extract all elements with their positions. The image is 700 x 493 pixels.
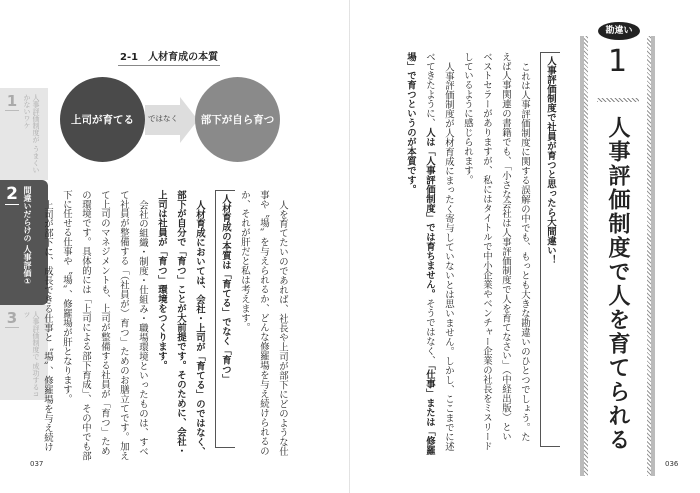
right-page	[350, 0, 700, 493]
misconception-number: 1	[607, 44, 628, 79]
bold-text-line: 場」で育つというのが本質です。	[405, 52, 416, 195]
text-line: 上司が部下に、成長できる仕事と〝場〟、修羅場を与え続け	[42, 199, 53, 452]
section-heading: 人事評価制度で社員が育つと思ったら大間違い！	[540, 52, 560, 447]
text-line: えば人事関連の書籍でも、「小さな会社は人事評価制度で人を育てなさい」（中経出版）とい	[500, 52, 511, 442]
figure-title: 2-1 人材育成の本質	[118, 48, 220, 66]
text-line: て社員が整備する「（社員が）育つ」ためのお膳立てです。加え	[118, 190, 129, 461]
right-body-text	[401, 52, 560, 456]
bold-span: 「仕事」または「修羅	[424, 365, 435, 456]
bold-text-line: 部下が自分で「育つ」ことが大前提です。そのために、会社・	[175, 190, 186, 456]
text-line: て上司のマネジメントも、上司が整備する社員が「育つ」ため	[99, 190, 110, 456]
hatch-divider	[597, 98, 639, 102]
chapter-number: 2	[6, 184, 18, 204]
text-span: べてきたように、	[424, 52, 435, 128]
text-line: しているように感じられます。	[462, 52, 473, 185]
text-line: 下に任せる仕事や〝場〟、修羅場が肝となります。	[61, 190, 72, 404]
bold-text-line: 人材育成においては、会社・上司が「育てる」のではなく、	[194, 199, 205, 456]
text-line: 会社の組織・制度・仕組み・職場環境といったものは、すべ	[137, 199, 148, 456]
text-line	[420, 52, 439, 456]
misconception-title-box	[585, 26, 650, 476]
bold-span: 人は「人事評価制度」では育ちません。	[424, 127, 435, 299]
misconception-badge: 勘違い	[598, 22, 640, 40]
section-heading: 人材育成の本質は「育てる」でなく「育つ」	[215, 190, 235, 448]
text-line: ベストセラーがありますが、私にはタイトルで中小企業やベンチャー企業の社長をミスリード	[481, 52, 492, 451]
text-span: そうではなく、	[424, 298, 435, 366]
text-line: の環境です。具体的には「上司による部下育成」、その中でも部	[80, 190, 91, 461]
page-number: 037	[30, 460, 44, 468]
misconception-title: 人事評価制度で人を育てられる	[605, 116, 630, 452]
text-line: 人を育てたいのであれば、社長や上司が部下にどのような仕	[277, 199, 288, 456]
circle-subordinate-grows: 部下が自ら育つ	[195, 77, 280, 162]
chapter-label: 間違いだらけの 人事評価①	[23, 186, 32, 286]
text-line: 事や〝場〟を与えられるか、どんな修羅場を与え続けられるの	[258, 190, 269, 456]
text-line: これは人事評価制度に関する誤解の中でも、もっとも大きな勘違いのひとつでしょう。た	[519, 61, 530, 442]
chapter-tab-1[interactable]	[0, 88, 48, 180]
chapter-label: 人事評価制度で 成功するコツ	[23, 311, 40, 398]
page-number: 036	[665, 460, 679, 468]
chapter-label: 人事評価制度が うまくいかないワケ	[23, 94, 40, 174]
circle-boss-raises: 上司が育てる	[60, 77, 145, 162]
text-line: か、それが肝だと私は考えます。	[239, 190, 250, 333]
arrow-label: ではなく	[148, 114, 178, 123]
text-line: 人事評価制度が人材育成にまったく寄与していないとは思いません。しかし、ここまでに述	[443, 61, 454, 451]
left-body-text	[38, 190, 292, 461]
chapter-number: 1	[6, 92, 18, 110]
bold-text-line: 上司は社員が「育つ」環境をつくります。	[156, 190, 167, 371]
chapter-number: 3	[6, 309, 18, 327]
